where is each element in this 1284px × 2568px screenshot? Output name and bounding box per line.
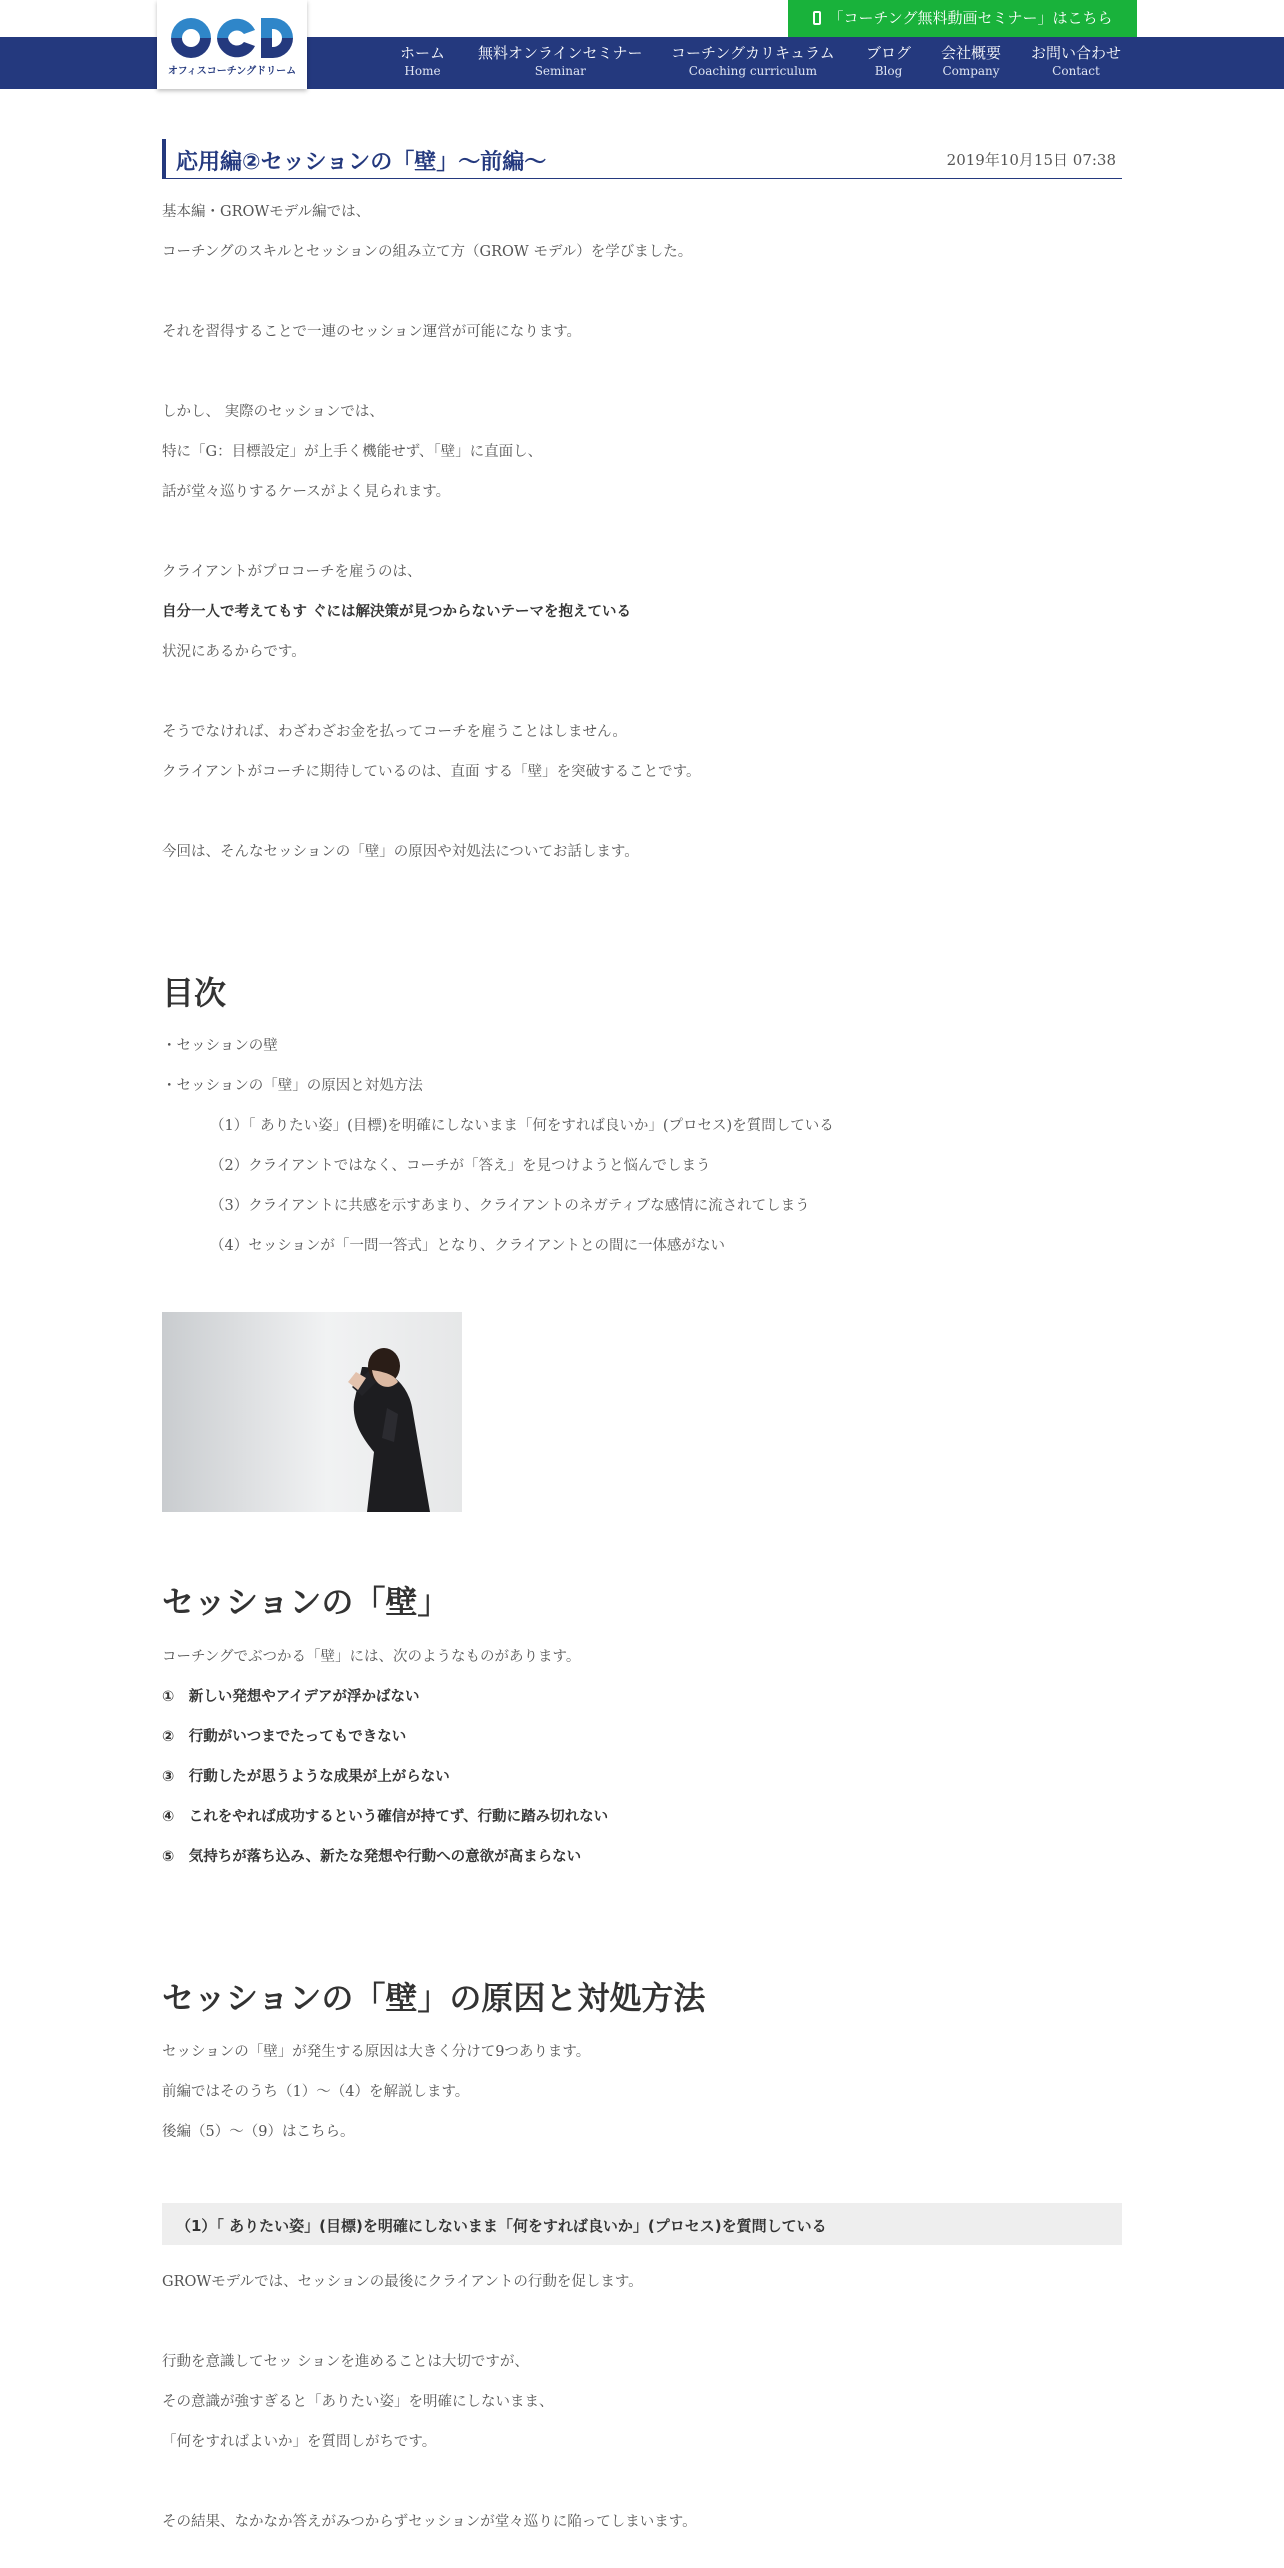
toc-link[interactable]: ・セッションの「壁」の原因と対処方法 <box>162 1078 423 1094</box>
article-photo <box>162 1312 462 1512</box>
nav-item-company[interactable] <box>941 43 1001 79</box>
nav-label-en: Coaching curriculum <box>688 64 818 78</box>
smartphone-icon <box>813 11 821 25</box>
body-line: その結果、なかなか答えがみつからずセッションが堂々巡りに陥ってしまいます。 <box>162 2514 697 2530</box>
nav-label-jp: 会社概要 <box>941 44 1002 62</box>
nav-label-en: Seminar <box>534 64 586 78</box>
wall-item: ① 新しい発想やアイデアが浮かばない <box>162 1689 420 1705</box>
nav-label-jp: コーチングカリキュラム <box>671 44 835 62</box>
wall-item: ③ 行動したが思うような成果が上がらない <box>162 1769 450 1785</box>
intro-line: それを習得することで一連のセッション運営が可能になります。 <box>162 324 582 340</box>
body-line: その意識が強すぎると「ありたい姿」を明確にしないまま、 <box>162 2394 554 2410</box>
toc-link[interactable]: （1）「 ありたい姿」(目標)を明確にしないまま「何をすれば良いか」(プロセス)を質問している <box>210 1118 834 1134</box>
cta-label: 「コーチング無料動画セミナー」はこちら <box>828 9 1113 27</box>
intro-line: 特に「G：目標設定」が上手く機能せず、「壁」に直面し、 <box>162 444 543 460</box>
nav-label-en: Contact <box>1052 64 1100 78</box>
sequel-link-line[interactable]: 後編（5）〜（9）はこちら。 <box>162 2124 355 2140</box>
toc-link[interactable]: （4）セッションが「一問一答式」となり、クライアントとの間に一体感がない <box>210 1238 725 1254</box>
intro-line-bold: 自分一人で考えてもす ぐには解決策が見つからないテーマを抱えている <box>162 604 632 620</box>
intro-line: クライアントがコーチに期待しているのは、直面 する「壁」を突破することです。 <box>162 764 701 780</box>
nav-item-blog[interactable] <box>866 43 911 79</box>
nav-label-jp: 無料オンラインセミナー <box>478 44 643 62</box>
intro-line: 話が堂々巡りするケースがよく見られます。 <box>162 484 451 500</box>
sub-heading: （1）「 ありたい姿」(目標)を明確にしないまま「何をすれば良いか」(プロセス)を質問している <box>176 2217 827 2235</box>
intro-line: 基本編・GROWモデル編では、 <box>162 204 371 220</box>
article-title: 応用編②セッションの「壁」〜前編〜 <box>176 150 547 175</box>
logo-text: オフィスコーチングドリーム <box>167 66 297 77</box>
nav-item-seminar[interactable] <box>478 43 643 79</box>
body-line: GROWモデルでは、セッションの最後にクライアントの行動を促します。 <box>162 2274 643 2290</box>
intro-line: しかし、 実際のセッションでは、 <box>162 404 384 420</box>
nav-label-jp: ブログ <box>866 44 912 62</box>
intro-line: 状況にあるからです。 <box>162 644 306 660</box>
intro-line: そうでなければ、わざわざお金を払ってコーチを雇うことはしません。 <box>162 724 627 740</box>
toc-heading: 目次 <box>162 974 227 1012</box>
free-video-seminar-button[interactable] <box>788 0 1137 37</box>
section-heading-causes: セッションの「壁」の原因と対処方法 <box>162 1979 706 2017</box>
wall-item: ⑤ 気持ちが落ち込み、新たな発想や行動への意欲が高まらない <box>162 1849 582 1865</box>
body-line: 「何をすればよいか」を質問しがちです。 <box>162 2434 437 2450</box>
intro-line: コーチングのスキルとセッションの組み立て方（GROW モデル）を学びました。 <box>162 244 693 260</box>
nav-item-contact[interactable] <box>1031 43 1121 79</box>
section-heading-wall: セッションの「壁」 <box>162 1583 450 1621</box>
nav-label-jp: ホーム <box>400 44 446 62</box>
nav-item-home[interactable] <box>400 43 445 79</box>
toc-link[interactable]: （3）クライアントに共感を示すあまり、クライアントのネガティブな感情に流されてしまう <box>210 1198 810 1214</box>
wall-item: ④ これをやれば成功するという確信が持てず、行動に踏み切れない <box>162 1809 609 1825</box>
nav-label-en: Company <box>942 64 1000 78</box>
nav-item-coaching-curriculum[interactable] <box>671 43 835 79</box>
person-against-wall-image <box>162 1312 462 1512</box>
toc-link[interactable]: ・セッションの壁 <box>162 1038 278 1054</box>
section-lead: コーチングでぶつかる「壁」には、次のようなものがあります。 <box>162 1649 581 1665</box>
intro-line: 今回は、そんなセッションの「壁」の原因や対処法についてお話します。 <box>162 844 639 860</box>
section-line: セッションの「壁」が発生する原因は大きく分けて9つあります。 <box>162 2044 591 2060</box>
nav-label-en: Blog <box>874 64 903 78</box>
intro-line: クライアントがプロコーチを雇うのは、 <box>162 564 422 580</box>
sub-heading-bar <box>162 2203 1122 2245</box>
toc-link[interactable]: （2）クライアントではなく、コーチが「答え」を見つけようと悩んでしまう <box>210 1158 711 1174</box>
body-line: 行動を意識してセッ ションを進めることは大切ですが、 <box>162 2354 529 2370</box>
section-line: 前編ではそのうち（1）〜（4）を解説します。 <box>162 2084 470 2100</box>
article-date: 2019年10月15日 07:38 <box>946 151 1116 169</box>
site-logo[interactable] <box>157 0 307 89</box>
article-header <box>162 139 1122 179</box>
nav-label-en: Home <box>404 64 441 78</box>
nav-label-jp: お問い合わせ <box>1031 44 1122 62</box>
ocd-logo-icon <box>167 14 297 62</box>
wall-item: ② 行動がいつまでたってもできない <box>162 1729 407 1745</box>
